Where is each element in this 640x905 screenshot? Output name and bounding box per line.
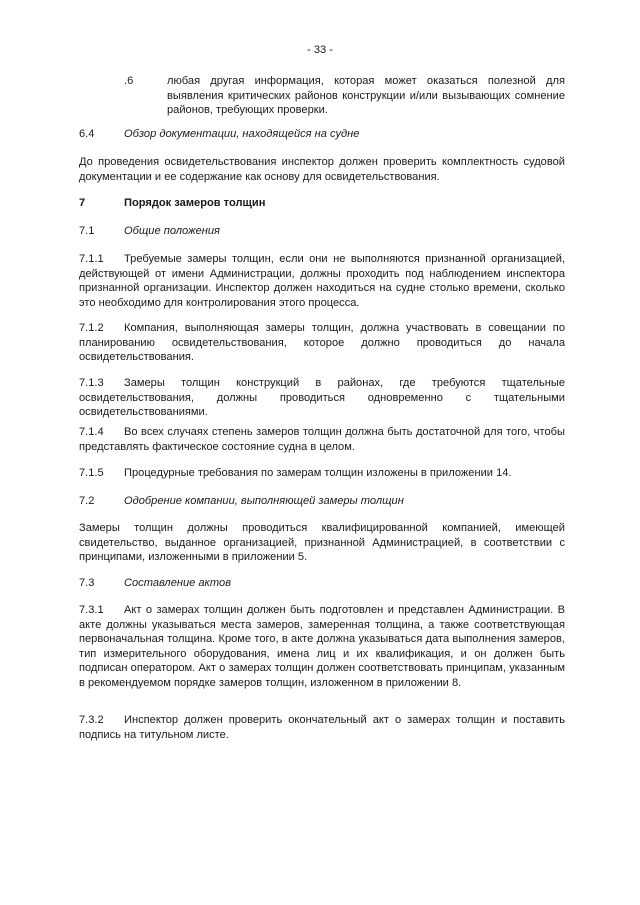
- chapter-title: Порядок замеров толщин: [124, 197, 266, 209]
- paragraph: [79, 466, 565, 481]
- paragraph-text: Акт о замерах толщин должен быть подготовлен и представлен Администрации. В акте должны указываться места замеров, замеренная толщина, а также соответствующая первоначальная толщина. Кроме того, в акте должна указываться дата выполнения замеров, тип измерительного оборудования, имена лиц и их квалификация, и он должен быть подписан оператором. Акт о замерах толщин должен соответствовать принципам, указанным в рекомендуемом порядке замеров толщин, изложенном в приложении 8.: [79, 604, 565, 689]
- section-number: 7.3: [79, 577, 95, 589]
- paragraph-text: Компания, выполняющая замеры толщин, должна участвовать в совещании по планированию освидетельствования, которое должно проводиться до начала освидетельствования.: [79, 322, 565, 364]
- paragraph: Замеры толщин должны проводиться квалифицированной компанией, имеющей свидетельство, выданное организацией, признанной Администрацией, в соответствии с принципами, изложенными в приложении 5.: [79, 522, 565, 564]
- paragraph: [79, 713, 565, 742]
- paragraph: [79, 252, 565, 310]
- section-number: 7.1: [79, 225, 95, 237]
- paragraph-number: 7.3.1: [79, 604, 104, 616]
- paragraph: [79, 376, 565, 420]
- page-number: - 33 -: [307, 44, 333, 56]
- section-number: 6.4: [79, 128, 95, 140]
- section-title: Составление актов: [124, 577, 231, 589]
- paragraph-text: Требуемые замеры толщин, если они не выполняются признанной организацией, действующей от имени Администрации, должны проходить под наблюдением инспектора признанной организации. Инспектор должен находиться на судне столько времени, сколько это необходимо для контролирования этого процесса.: [79, 253, 565, 309]
- paragraph-number: 7.3.2: [79, 714, 104, 726]
- paragraph: [79, 321, 565, 365]
- paragraph-number: 7.1.5: [79, 467, 104, 479]
- list-item-text: любая другая информация, которая может оказаться полезной для выявления критических районов конструкции и/или вызывающих сомнение районов, требующих проверки.: [167, 75, 565, 117]
- paragraph-number: 7.1.3: [79, 377, 104, 389]
- paragraph-number: 7.1.4: [79, 426, 104, 438]
- paragraph-text: Во всех случаях степень замеров толщин должна быть достаточной для того, чтобы представлять фактическое состояние судна в целом.: [79, 426, 565, 453]
- paragraph-number: 7.1.1: [79, 253, 104, 265]
- paragraph: До проведения освидетельствования инспектор должен проверить комплектность судовой документации и ее содержание как основу для освидетельствования.: [79, 156, 565, 183]
- list-item-number: .6: [124, 75, 134, 87]
- section-title: Общие положения: [124, 225, 220, 237]
- paragraph-text: Замеры толщин конструкций в районах, где требуются тщательные освидетельствования, должны проводиться одновременно с тщательными освидетельствованиями.: [79, 377, 565, 419]
- section-number: 7.2: [79, 495, 95, 507]
- paragraph: [79, 603, 565, 691]
- paragraph-text: Процедурные требования по замерам толщин изложены в приложении 14.: [124, 467, 512, 479]
- paragraph-number: 7.1.2: [79, 322, 104, 334]
- section-title: Одобрение компании, выполняющей замеры толщин: [124, 495, 404, 507]
- paragraph: [79, 425, 565, 454]
- section-title: Обзор документации, находящейся на судне: [124, 128, 360, 140]
- chapter-number: 7: [79, 197, 86, 209]
- paragraph-text: Инспектор должен проверить окончательный акт о замерах толщин и поставить подпись на титульном листе.: [79, 714, 565, 741]
